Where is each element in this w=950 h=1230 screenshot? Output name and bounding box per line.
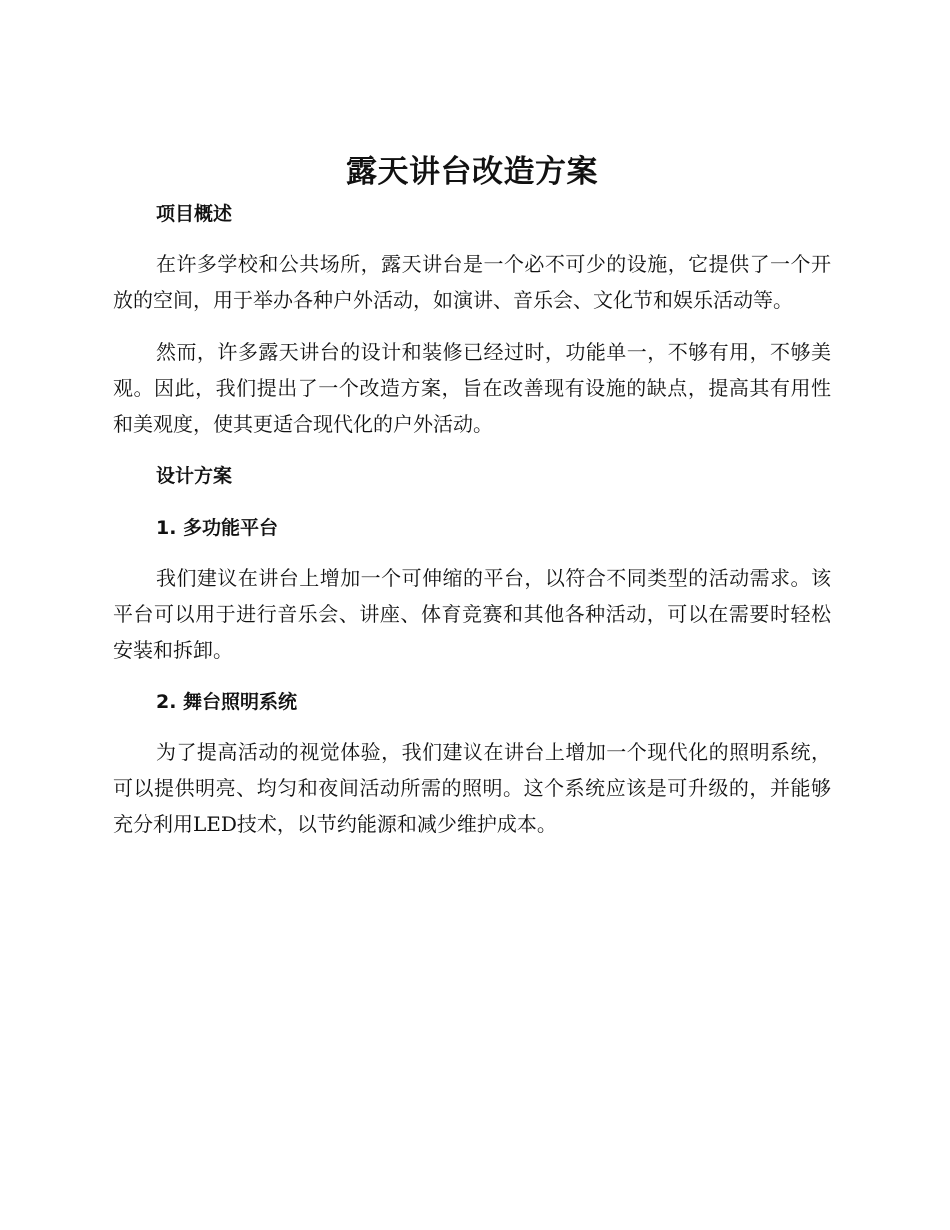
item-heading-stage-lighting: 2. 舞台照明系统 xyxy=(156,691,298,713)
item-paragraph-multifunction-platform: 我们建议在讲台上增加一个可伸缩的平台，以符合不同类型的活动需求。该平台可以用于进行音乐会、讲座、体育竞赛和其他各种活动，可以在需要时轻松安装和拆卸。 xyxy=(113,566,831,662)
item-paragraph-stage-lighting: 为了提高活动的视觉体验，我们建议在讲台上增加一个现代化的照明系统，可以提供明亮、均匀和夜间活动所需的照明。这个系统应该是可升级的，并能够充分利用LED技术，以节约能源和减少维护成本。 xyxy=(113,740,831,836)
item-heading-multifunction-platform: 1. 多功能平台 xyxy=(156,517,279,539)
section-heading-design: 设计方案 xyxy=(156,465,233,487)
overview-paragraph-2: 然而，许多露天讲台的设计和装修已经过时，功能单一，不够有用，不够美观。因此，我们提出了一个改造方案，旨在改善现有设施的缺点，提高其有用性和美观度，使其更适合现代化的户外活动。 xyxy=(113,340,831,436)
document-page xyxy=(113,150,831,842)
overview-paragraph-1: 在许多学校和公共场所，露天讲台是一个必不可少的设施，它提供了一个开放的空间，用于举办各种户外活动，如演讲、音乐会、文化节和娱乐活动等。 xyxy=(113,252,831,312)
document-title: 露天讲台改造方案 xyxy=(346,154,598,190)
section-heading-overview: 项目概述 xyxy=(156,203,233,225)
